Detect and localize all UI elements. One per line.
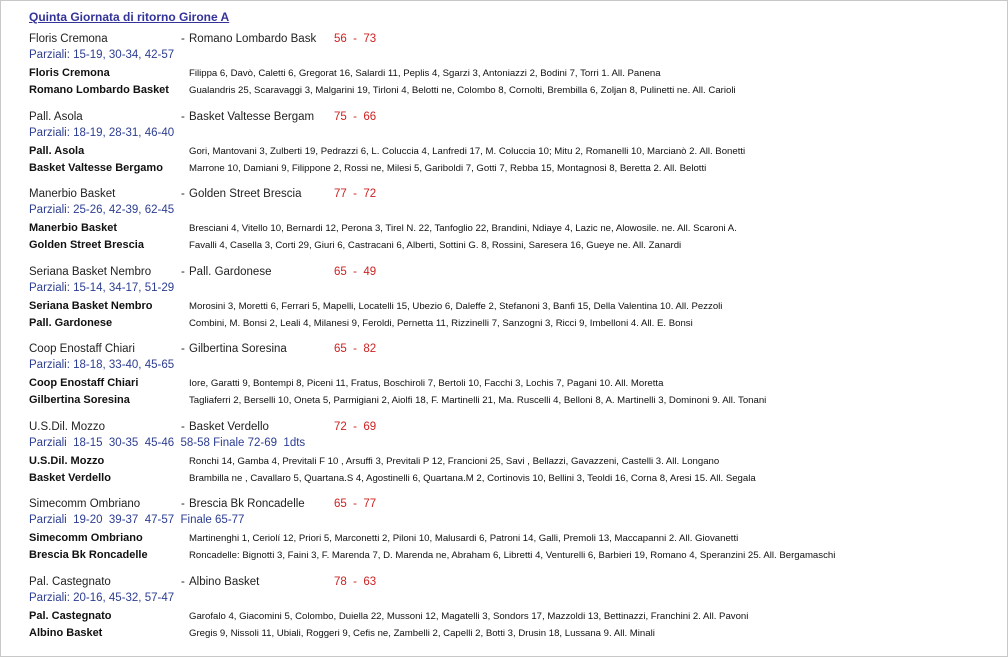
game-block [29, 342, 999, 420]
home-roster-team: Pall. Asola [29, 144, 85, 157]
final-score: 65 - 49 [334, 265, 377, 278]
match-separator: - [181, 498, 185, 510]
away-roster-players: Brambilla ne , Cavallaro 5, Quartana.S 4, Agostinelli 6, Quartana.M 2, Cortinovis 10, Bellini 3, Teoldi 16, Corna 8, Aresi 15. All. Segala [189, 472, 756, 484]
match-line [29, 497, 999, 513]
home-roster-row [29, 298, 999, 315]
away-team-name: Golden Street Brescia [189, 188, 302, 200]
home-roster-team: Manerbio Basket [29, 222, 118, 234]
match-separator: - [181, 33, 185, 45]
home-roster-row [29, 530, 999, 547]
away-roster-players: Marrone 10, Damiani 9, Filippone 2, Rossi ne, Milesi 5, Gariboldi 7, Gotti 7, Rebba 15, Montagnosi 8, Beretta 2. All. Belotti [189, 162, 707, 174]
home-roster-row [29, 143, 999, 160]
home-team-name: Seriana Basket Nembro [29, 265, 152, 278]
home-team-name: Coop Enostaff Chiari [29, 343, 135, 355]
away-team-name: Pall. Gardonese [189, 265, 272, 278]
game-block [29, 497, 999, 575]
home-roster-players: Filippa 6, Davò, Caletti 6, Gregorat 16, Salardi 11, Peplis 4, Sgarzi 3, Antoniazzi 2, Bodini 7, Torri 1. All. Panena [189, 68, 661, 79]
away-roster-row [29, 470, 999, 487]
partial-scores: Parziali: 18-19, 28-31, 46-40 [29, 126, 175, 139]
home-roster-team: U.S.Dil. Mozzo [29, 454, 105, 467]
away-roster-team: Brescia Bk Roncadelle [29, 549, 148, 561]
partial-scores: Parziali 19-20 39-37 47-57 Finale 65-77 [29, 514, 245, 526]
away-roster-row [29, 547, 999, 564]
away-roster-row [29, 392, 999, 409]
match-separator: - [181, 265, 185, 278]
home-team-name: Floris Cremona [29, 33, 108, 45]
away-roster-players: Favalli 4, Casella 3, Corti 29, Giuri 6, Castracani 6, Alberti, Sottini G. 8, Rossini, Saresera 16, Gueye ne. All. Zanardi [189, 240, 682, 251]
home-roster-players: Garofalo 4, Giacomini 5, Colombo, Duiella 22, Mussoni 12, Magatelli 3, Sondors 17, Mazzoldi 13, Bettinazzi, Franchini 2. All. Pavoni [189, 610, 749, 622]
home-team-name: Manerbio Basket [29, 188, 116, 200]
away-roster-players: Gualandris 25, Scaravaggi 3, Malgarini 19, Tirloni 4, Belotti ne, Colombo 8, Cornolti, Brembilla 6, Zoljan 8, Pulinetti ne. All. Carioli [189, 85, 736, 96]
away-roster-team: Pall. Gardonese [29, 316, 113, 329]
home-roster-row [29, 375, 999, 392]
partial-scores: Parziali: 15-14, 34-17, 51-29 [29, 281, 175, 294]
away-roster-team: Basket Verdello [29, 471, 111, 484]
away-roster-players: Combini, M. Bonsi 2, Leali 4, Milanesi 9, Feroldi, Pernetta 11, Rizzinelli 7, Sanzogni 3, Ricci 9, Imbelloni 4. All. E. Bonsi [189, 317, 693, 329]
final-score: 65 - 82 [334, 343, 377, 355]
away-roster-row [29, 160, 999, 177]
home-roster-players: Iore, Garatti 9, Bontempi 8, Piceni 11, Fratus, Boschiroli 7, Bertoli 10, Facchi 3, Lochis 7, Pagani 10. All. Moretta [189, 378, 664, 389]
home-roster-players: Ronchi 14, Gamba 4, Previtali F 10 , Arsuffi 3, Previtali P 12, Francioni 25, Savi , Bellazzi, Gavazzeni, Castelli 3. All. Longano [189, 455, 720, 467]
final-score: 78 - 63 [334, 575, 377, 588]
partial-scores: Parziali: 15-19, 30-34, 42-57 [29, 49, 175, 61]
home-roster-row [29, 608, 999, 625]
away-team-name: Brescia Bk Roncadelle [189, 498, 305, 510]
home-roster-row [29, 453, 999, 470]
away-roster-team: Gilbertina Soresina [29, 394, 130, 406]
match-separator: - [181, 188, 185, 200]
home-roster-team: Pal. Castegnato [29, 609, 112, 622]
games-list [29, 32, 999, 652]
away-roster-team: Basket Valtesse Bergamo [29, 161, 163, 174]
away-roster-team: Albino Basket [29, 626, 103, 639]
away-team-name: Albino Basket [189, 575, 260, 588]
home-roster-players: Martinenghi 1, Ceriolí 12, Priori 5, Marconetti 2, Piloni 10, Malusardi 6, Patroni 14, Galli, Premoli 13, Maccapanni 2. All. Giovanetti [189, 533, 739, 544]
home-team-name: U.S.Dil. Mozzo [29, 420, 106, 433]
partial-scores: Parziali: 20-16, 45-32, 57-47 [29, 591, 175, 604]
home-roster-team: Simecomm Ombriano [29, 532, 143, 544]
home-team-name: Pal. Castegnato [29, 575, 111, 588]
away-team-name: Basket Valtesse Bergam [189, 110, 315, 123]
match-line [29, 32, 999, 48]
away-roster-players: Gregis 9, Nissoli 11, Ubiali, Roggeri 9, Cefis ne, Zambelli 2, Capelli 2, Botti 3, Drusin 18, Lussana 9. All. Minali [189, 627, 655, 639]
away-roster-team: Romano Lombardo Basket [29, 84, 169, 96]
away-roster-row [29, 237, 999, 254]
away-roster-row [29, 82, 999, 99]
match-line [29, 187, 999, 203]
game-block [29, 32, 999, 110]
home-roster-players: Morosini 3, Moretti 6, Ferrari 5, Mapelli, Locatelli 15, Ubezio 6, Daleffe 2, Stefanoni 3, Banfi 15, Della Valentina 10. All. Pezzoli [189, 300, 723, 312]
match-line [29, 110, 999, 126]
home-roster-players: Bresciani 4, Vitello 10, Bernardi 12, Perona 3, Tirel N. 22, Tanfoglio 22, Brandini, Ndiaye 4, Lazic ne, Alowosile. ne. All. Scaroni A. [189, 223, 737, 234]
partial-scores: Parziali: 25-26, 42-39, 62-45 [29, 204, 175, 216]
partial-scores: Parziali: 18-18, 33-40, 45-65 [29, 359, 175, 371]
home-roster-row [29, 220, 999, 237]
match-separator: - [181, 575, 185, 588]
match-separator: - [181, 420, 185, 433]
final-score: 77 - 72 [334, 188, 377, 200]
final-score: 65 - 77 [334, 498, 377, 510]
match-line [29, 342, 999, 358]
home-roster-team: Coop Enostaff Chiari [29, 377, 139, 389]
match-separator: - [181, 110, 185, 123]
final-score: 72 - 69 [334, 420, 377, 433]
home-team-name: Simecomm Ombriano [29, 498, 141, 510]
match-line [29, 420, 999, 436]
home-roster-team: Floris Cremona [29, 67, 110, 79]
home-roster-row [29, 65, 999, 82]
round-title-link[interactable]: Quinta Giornata di ritorno Girone A [29, 10, 230, 24]
away-roster-players: Roncadelle: Bignotti 3, Faini 3, F. Marenda 7, D. Marenda ne, Abraham 6, Libretti 4, Venturelli 6, Barbieri 19, Romano 4, Speranzini 25. All. Bergamaschi [189, 550, 836, 561]
match-separator: - [181, 343, 185, 355]
game-block [29, 420, 999, 498]
match-line [29, 265, 999, 281]
game-block [29, 265, 999, 343]
home-team-name: Pall. Asola [29, 110, 83, 123]
game-block [29, 187, 999, 265]
home-roster-players: Gori, Mantovani 3, Zulberti 19, Pedrazzi 6, L. Coluccia 4, Lanfredi 17, M. Coluccia 10; Mitu 2, Romanelli 10, Marcianò 2. All. Bonetti [189, 145, 746, 157]
away-team-name: Romano Lombardo Bask [189, 33, 317, 45]
away-team-name: Basket Verdello [189, 420, 269, 433]
home-roster-team: Seriana Basket Nembro [29, 299, 153, 312]
away-roster-row [29, 625, 999, 642]
game-block [29, 575, 999, 653]
final-score: 75 - 66 [334, 110, 377, 123]
partial-scores: Parziali 18-15 30-35 45-46 58-58 Finale 72-69 1dts [29, 436, 306, 449]
away-roster-players: Tagliaferri 2, Berselli 10, Oneta 5, Parmigiani 2, Aiolfi 18, F. Martinelli 21, Ma. Ruscelli 4, Belloni 8, A. Martinelli 3, Dominoni 9. All. Tonani [189, 395, 767, 406]
away-roster-team: Golden Street Brescia [29, 239, 144, 251]
game-block [29, 110, 999, 188]
match-line [29, 575, 999, 591]
away-team-name: Gilbertina Soresina [189, 343, 287, 355]
final-score: 56 - 73 [334, 33, 377, 45]
away-roster-row [29, 315, 999, 332]
